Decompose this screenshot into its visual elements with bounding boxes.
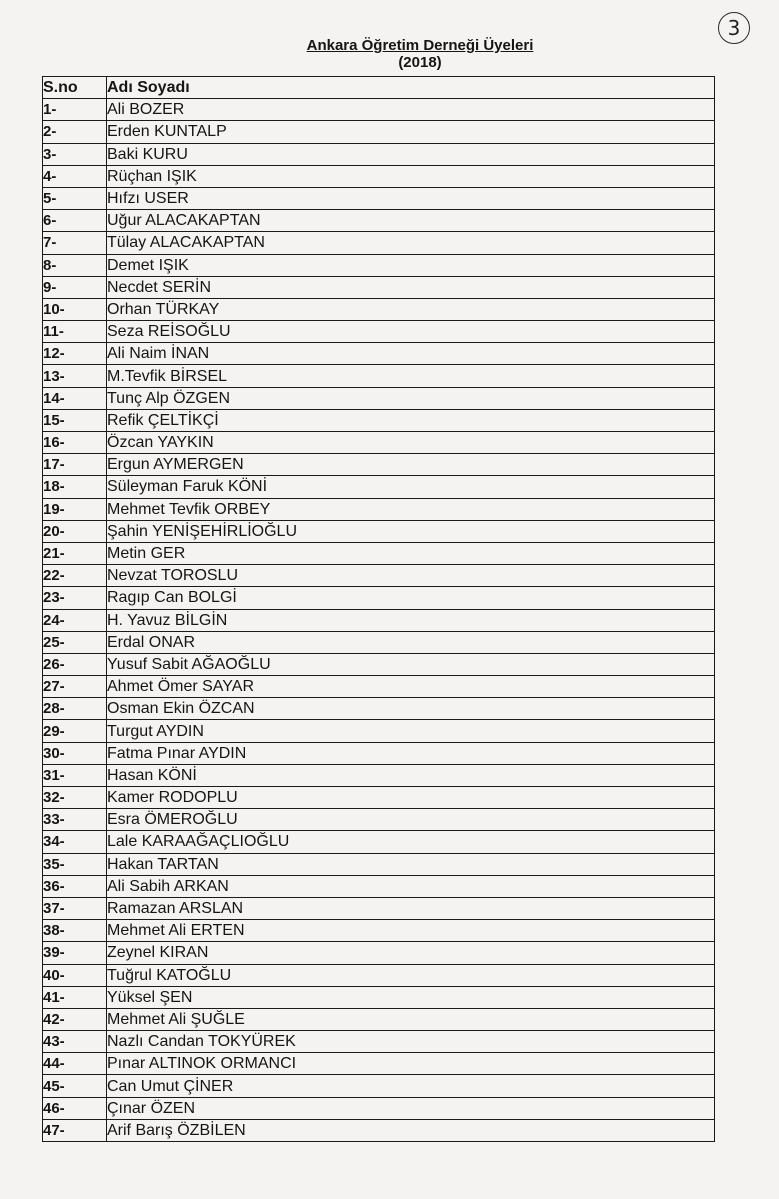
member-name: Can Umut ÇİNER [107,1075,715,1097]
table-row [43,1075,715,1097]
table-row [43,254,715,276]
row-number: 20- [43,520,107,542]
member-name: Uğur ALACAKAPTAN [107,210,715,232]
member-name: Yusuf Sabit AĞAOĞLU [107,653,715,675]
row-number: 28- [43,698,107,720]
row-number: 16- [43,432,107,454]
table-row [43,831,715,853]
member-name: Mehmet Ali ERTEN [107,920,715,942]
table-header-row [43,77,715,99]
table-row [43,498,715,520]
row-number: 22- [43,565,107,587]
table-row [43,853,715,875]
member-name: Erdal ONAR [107,631,715,653]
row-number: 10- [43,298,107,320]
member-name: Ahmet Ömer SAYAR [107,676,715,698]
member-name: Ali Sabih ARKAN [107,875,715,897]
member-name: Çınar ÖZEN [107,1097,715,1119]
row-number: 45- [43,1075,107,1097]
row-number: 8- [43,254,107,276]
member-name: Zeynel KIRAN [107,942,715,964]
member-name: Ali Naim İNAN [107,343,715,365]
table-row [43,920,715,942]
member-name: Orhan TÜRKAY [107,298,715,320]
row-number: 40- [43,964,107,986]
column-header-sno: S.no [43,77,107,99]
member-name: Seza REİSOĞLU [107,321,715,343]
table-row [43,454,715,476]
row-number: 47- [43,1119,107,1141]
member-name: Nazlı Candan TOKYÜREK [107,1031,715,1053]
member-name: Nevzat TOROSLU [107,565,715,587]
member-name: Rüçhan IŞIK [107,165,715,187]
table-row [43,609,715,631]
row-number: 7- [43,232,107,254]
member-name: Metin GER [107,542,715,564]
member-name: Tülay ALACAKAPTAN [107,232,715,254]
table-row [43,520,715,542]
row-number: 2- [43,121,107,143]
member-name: Osman Ekin ÖZCAN [107,698,715,720]
member-name: Fatma Pınar AYDIN [107,742,715,764]
row-number: 9- [43,276,107,298]
member-name: Baki KURU [107,143,715,165]
row-number: 21- [43,542,107,564]
member-name: Necdet SERİN [107,276,715,298]
member-name: Lale KARAAĞAÇLIOĞLU [107,831,715,853]
row-number: 5- [43,187,107,209]
table-row [43,676,715,698]
row-number: 23- [43,587,107,609]
table-row [43,1031,715,1053]
table-row [43,165,715,187]
row-number: 46- [43,1097,107,1119]
table-row [43,365,715,387]
table-row [43,210,715,232]
table-row [43,1097,715,1119]
table-row [43,298,715,320]
row-number: 33- [43,809,107,831]
table-row [43,809,715,831]
row-number: 29- [43,720,107,742]
member-name: Ergun AYMERGEN [107,454,715,476]
row-number: 15- [43,409,107,431]
table-row [43,409,715,431]
table-row [43,232,715,254]
table-row [43,121,715,143]
member-name: H. Yavuz BİLGİN [107,609,715,631]
member-name: Hakan TARTAN [107,853,715,875]
row-number: 37- [43,897,107,919]
member-name: Pınar ALTINOK ORMANCI [107,1053,715,1075]
row-number: 18- [43,476,107,498]
table-row [43,565,715,587]
member-name: Arif Barış ÖZBİLEN [107,1119,715,1141]
member-name: Hıfzı USER [107,187,715,209]
table-row [43,964,715,986]
table-row [43,1053,715,1075]
member-name: Ali BOZER [107,99,715,121]
member-name: Kamer RODOPLU [107,787,715,809]
row-number: 12- [43,343,107,365]
member-name: Esra ÖMEROĞLU [107,809,715,831]
row-number: 31- [43,764,107,786]
row-number: 39- [43,942,107,964]
row-number: 25- [43,631,107,653]
row-number: 26- [43,653,107,675]
member-name: M.Tevfik BİRSEL [107,365,715,387]
row-number: 17- [43,454,107,476]
table-row [43,1008,715,1030]
member-name: Yüksel ŞEN [107,986,715,1008]
members-table-body [43,99,715,1142]
member-name: Turgut AYDIN [107,720,715,742]
table-row [43,631,715,653]
row-number: 36- [43,875,107,897]
row-number: 42- [43,1008,107,1030]
table-row [43,476,715,498]
row-number: 30- [43,742,107,764]
member-name: Özcan YAYKIN [107,432,715,454]
table-row [43,764,715,786]
member-name: Mehmet Tevfik ORBEY [107,498,715,520]
member-name: Refik ÇELTİKÇİ [107,409,715,431]
row-number: 6- [43,210,107,232]
table-row [43,99,715,121]
row-number: 44- [43,1053,107,1075]
table-row [43,143,715,165]
row-number: 24- [43,609,107,631]
member-name: Süleyman Faruk KÖNİ [107,476,715,498]
row-number: 34- [43,831,107,853]
member-name: Tuğrul KATOĞLU [107,964,715,986]
member-name: Mehmet Ali ŞUĞLE [107,1008,715,1030]
table-row [43,187,715,209]
document-title: Ankara Öğretim Derneği Üyeleri [306,37,534,54]
row-number: 11- [43,321,107,343]
row-number: 38- [43,920,107,942]
table-row [43,897,715,919]
row-number: 13- [43,365,107,387]
table-row [43,276,715,298]
table-row [43,653,715,675]
table-row [43,542,715,564]
row-number: 43- [43,1031,107,1053]
row-number: 41- [43,986,107,1008]
members-table [42,76,715,1142]
document-year: (2018) [398,54,442,71]
row-number: 35- [43,853,107,875]
member-name: Hasan KÖNİ [107,764,715,786]
table-row [43,875,715,897]
member-name: Ragıp Can BOLGİ [107,587,715,609]
member-name: Erden KUNTALP [107,121,715,143]
column-header-name: Adı Soyadı [107,77,715,99]
member-name: Şahin YENİŞEHİRLİOĞLU [107,520,715,542]
table-row [43,986,715,1008]
row-number: 14- [43,387,107,409]
row-number: 3- [43,143,107,165]
table-row [43,321,715,343]
row-number: 1- [43,99,107,121]
table-row [43,343,715,365]
document-header [240,37,600,71]
row-number: 19- [43,498,107,520]
table-row [43,1119,715,1141]
table-row [43,942,715,964]
page-number: 3 [718,12,750,44]
row-number: 27- [43,676,107,698]
table-row [43,698,715,720]
table-row [43,387,715,409]
table-row [43,742,715,764]
table-row [43,587,715,609]
member-name: Demet IŞIK [107,254,715,276]
member-name: Ramazan ARSLAN [107,897,715,919]
table-row [43,432,715,454]
row-number: 32- [43,787,107,809]
row-number: 4- [43,165,107,187]
member-name: Tunç Alp ÖZGEN [107,387,715,409]
table-row [43,720,715,742]
table-row [43,787,715,809]
